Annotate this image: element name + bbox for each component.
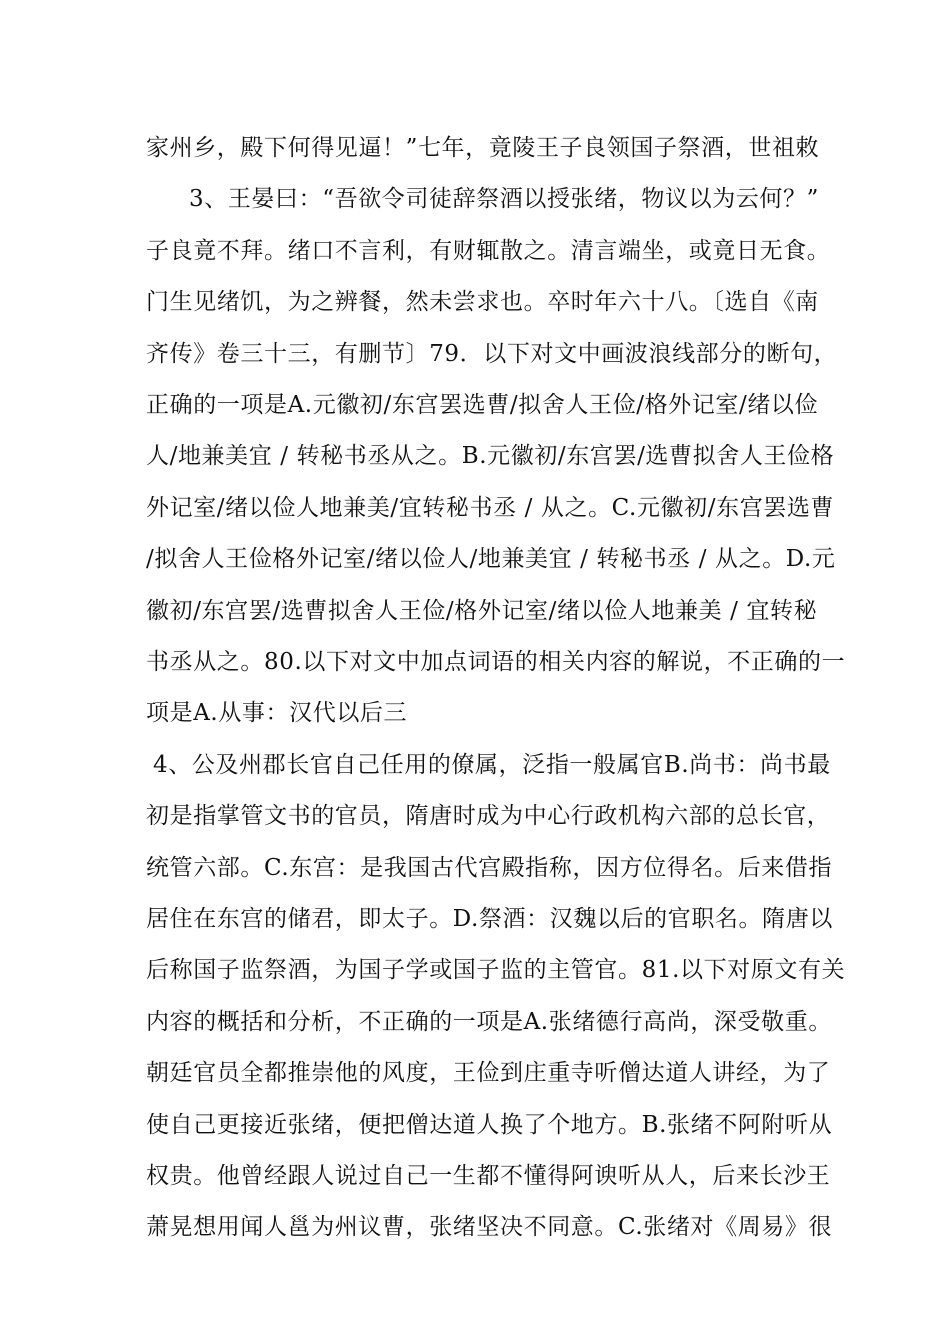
- text-line-17: 后称国子监祭酒，为国子学或国子监的主管官。81.以下对原文有关: [146, 957, 846, 983]
- text-line-15: 统管六部。C.东宫：是我国古代宫殿指称，因方位得名。后来借指: [146, 855, 833, 881]
- text-line-4: 门生见绪饥，为之辨餐，然未尝求也。卒时年六十八。〔选自《南: [146, 289, 819, 315]
- text-line-20: 使自己更接近张绪，便把僧达道人换了个地方。B.张绪不阿附听从: [146, 1112, 833, 1138]
- text-line-7: 人/地兼美宜 / 转秘书丞从之。B.元徽初/东宫罢/选曹拟舍人王俭格: [146, 443, 835, 469]
- text-line-2: 3、王晏曰：“吾欲令司徒辞祭酒以授张绪，物议以为云何？”: [189, 186, 819, 212]
- text-line-3: 子良竟不拜。绪口不言利，有财辄散之。清言端坐，或竟日无食。: [146, 238, 831, 264]
- text-line-21: 权贵。他曾经跟人说过自己一生都不懂得阿谀听从人，后来长沙王: [146, 1163, 831, 1189]
- text-line-22: 萧晃想用闻人邕为州议曹，张绪坚决不同意。C.张绪对《周易》很: [146, 1214, 833, 1240]
- text-line-11: 书丞从之。80.以下对文中加点词语的相关内容的解说，不正确的一: [146, 649, 846, 675]
- text-line-10: 徽初/东宫罢/选曹拟舍人王俭/格外记室/绪以俭人地兼美 / 宜转秘: [146, 598, 818, 624]
- text-line-19: 朝廷官员全都推崇他的风度，王俭到庄重寺听僧达道人讲经，为了: [146, 1060, 831, 1086]
- text-line-1: 家州乡，殿下何得见逼！”七年，竟陵王子良领国子祭酒，世祖敕: [146, 135, 820, 161]
- text-line-18: 内容的概括和分析，不正确的一项是A.张绪德行高尚，深受敬重。: [146, 1009, 832, 1035]
- text-line-12: 项是A.从事：汉代以后三: [146, 700, 408, 726]
- text-line-6: 正确的一项是A.元徽初/东宫罢选曹/拟舍人王俭/格外记室/绪以俭: [146, 392, 819, 418]
- text-line-9: /拟舍人王俭格外记室/绪以俭人/地兼美宜 / 转秘书丞 / 从之。D.元: [146, 546, 836, 572]
- text-line-14: 初是指掌管文书的官员，隋唐时成为中心行政机构六部的总长官，: [146, 803, 831, 829]
- text-line-13: 4、公及州郡长官自己任用的僚属，泛指一般属官B.尚书：尚书最: [153, 752, 831, 778]
- text-line-16: 居住在东宫的储君，即太子。D.祭酒：汉魏以后的官职名。隋唐以: [146, 906, 833, 932]
- text-line-5: 齐传》卷三十三，有删节〕79．以下对文中画波浪线部分的断句，: [146, 341, 838, 367]
- text-line-8: 外记室/绪以俭人地兼美/宜转秘书丞 / 从之。C.元徽初/东宫罢选曹: [146, 495, 835, 521]
